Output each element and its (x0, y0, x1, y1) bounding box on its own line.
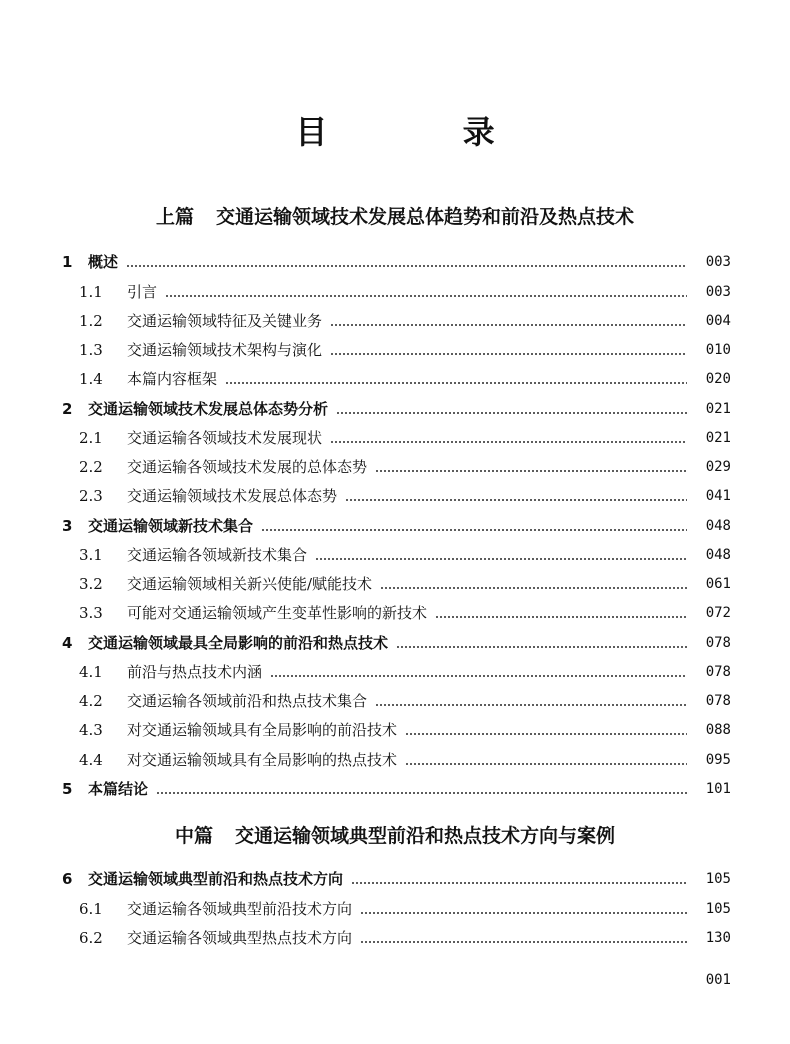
entry-title: 前沿与热点技术内涵 (127, 663, 263, 681)
entry-title: 交通运输各领域前沿和热点技术集合 (127, 692, 368, 710)
toc-section-entry[interactable] (0, 599, 790, 628)
entry-page: 004 (705, 313, 731, 329)
dot-leader (315, 558, 687, 560)
entry-title: 交通运输领域技术架构与演化 (127, 341, 323, 359)
toc-section-entry[interactable] (0, 895, 790, 924)
toc-section-entry[interactable] (0, 924, 790, 953)
entry-number: 6 (62, 870, 73, 888)
dot-leader (375, 470, 687, 472)
entry-number: 4.2 (79, 692, 103, 710)
toc-chapter-entry[interactable] (0, 395, 790, 424)
entry-number: 1.1 (79, 283, 103, 301)
entry-title: 交通运输领域典型前沿和热点技术方向 (88, 870, 344, 888)
entry-page: 021 (705, 430, 731, 446)
entry-title: 交通运输领域技术发展总体态势分析 (88, 400, 329, 418)
entry-page: 048 (705, 547, 731, 563)
dot-leader (126, 265, 687, 267)
entry-number: 4.3 (79, 721, 103, 739)
dot-leader (261, 529, 687, 531)
toc-section-entry[interactable] (0, 482, 790, 511)
toc-section-entry[interactable] (0, 278, 790, 307)
entry-title: 本篇内容框架 (127, 370, 218, 388)
dot-leader (330, 353, 687, 355)
part-title: 交通运输领域技术发展总体趋势和前沿及热点技术 (216, 206, 635, 228)
toc-chapter-entry[interactable] (0, 629, 790, 658)
entry-number: 6.2 (79, 929, 103, 947)
dot-leader (330, 441, 687, 443)
entry-title: 交通运输各领域典型前沿技术方向 (127, 900, 353, 918)
toc-section-entry[interactable] (0, 658, 790, 687)
entry-page: 061 (705, 576, 731, 592)
dot-leader (351, 882, 687, 884)
part-label: 中篇 (174, 825, 213, 847)
entry-page: 003 (705, 254, 731, 270)
toc-chapter-entry[interactable] (0, 775, 790, 804)
toc-chapter-entry[interactable] (0, 512, 790, 541)
entry-title: 交通运输领域新技术集合 (88, 517, 254, 535)
entry-number: 4 (62, 634, 73, 652)
entry-number: 3 (62, 517, 73, 535)
entry-page: 088 (705, 722, 731, 738)
entry-number: 1.3 (79, 341, 103, 359)
page-number: 001 (705, 972, 731, 988)
dot-leader (375, 704, 687, 706)
entry-title: 交通运输各领域新技术集合 (127, 546, 308, 564)
toc-section-entry[interactable] (0, 336, 790, 365)
toc-section-entry[interactable] (0, 365, 790, 394)
toc-section-entry[interactable] (0, 453, 790, 482)
entry-page: 041 (705, 488, 731, 504)
entry-number: 3.2 (79, 575, 103, 593)
entry-number: 1.2 (79, 312, 103, 330)
entry-number: 2.2 (79, 458, 103, 476)
dot-leader (360, 941, 687, 943)
entry-number: 4.4 (79, 751, 103, 769)
part-label: 上篇 (155, 206, 194, 228)
dot-leader (156, 792, 687, 794)
entry-page: 105 (705, 871, 731, 887)
entry-page: 003 (705, 284, 731, 300)
toc-section-entry[interactable] (0, 541, 790, 570)
entry-number: 1 (62, 253, 73, 271)
entry-number: 2.1 (79, 429, 103, 447)
entry-page: 021 (705, 401, 731, 417)
entry-title: 交通运输领域最具全局影响的前沿和热点技术 (88, 634, 389, 652)
entry-number: 4.1 (79, 663, 103, 681)
entry-title: 引言 (127, 283, 158, 301)
entry-page: 078 (705, 693, 731, 709)
entry-page: 101 (705, 781, 731, 797)
entry-page: 130 (705, 930, 731, 946)
entry-page: 095 (705, 752, 731, 768)
entry-title: 可能对交通运输领域产生变革性影响的新技术 (127, 604, 428, 622)
entry-page: 048 (705, 518, 731, 534)
entry-page: 078 (705, 664, 731, 680)
toc-section-entry[interactable] (0, 307, 790, 336)
entry-number: 3.3 (79, 604, 103, 622)
entry-number: 6.1 (79, 900, 103, 918)
page-title: 目 录 (295, 113, 557, 151)
toc-section-entry[interactable] (0, 424, 790, 453)
entry-title: 交通运输领域相关新兴使能/赋能技术 (127, 575, 373, 593)
entry-page: 072 (705, 605, 731, 621)
entry-title: 交通运输领域特征及关键业务 (127, 312, 323, 330)
dot-leader (435, 616, 687, 618)
entry-number: 2.3 (79, 487, 103, 505)
toc-section-entry[interactable] (0, 716, 790, 745)
part-heading-2 (0, 822, 790, 850)
dot-leader (270, 675, 687, 677)
toc-section-entry[interactable] (0, 570, 790, 599)
entry-title: 交通运输各领域技术发展的总体态势 (127, 458, 368, 476)
dot-leader (336, 412, 687, 414)
dot-leader (360, 912, 687, 914)
toc-chapter-entry[interactable] (0, 865, 790, 894)
entry-page: 020 (705, 371, 731, 387)
entry-title: 交通运输各领域典型热点技术方向 (127, 929, 353, 947)
entry-title: 对交通运输领域具有全局影响的前沿技术 (127, 721, 398, 739)
entry-title: 交通运输各领域技术发展现状 (127, 429, 323, 447)
dot-leader (405, 733, 687, 735)
part-title: 交通运输领域典型前沿和热点技术方向与案例 (235, 825, 616, 847)
entry-number: 5 (62, 780, 73, 798)
dot-leader (345, 499, 687, 501)
entry-title: 本篇结论 (88, 780, 149, 798)
entry-page: 029 (705, 459, 731, 475)
entry-title: 交通运输领域技术发展总体态势 (127, 487, 338, 505)
toc-section-entry[interactable] (0, 746, 790, 775)
part-heading-1 (0, 203, 790, 231)
dot-leader (380, 587, 687, 589)
dot-leader (165, 295, 687, 297)
dot-leader (225, 382, 687, 384)
toc-chapter-entry[interactable] (0, 248, 790, 277)
entry-number: 2 (62, 400, 73, 418)
dot-leader (330, 324, 687, 326)
entry-title: 对交通运输领域具有全局影响的热点技术 (127, 751, 398, 769)
dot-leader (396, 646, 687, 648)
entry-page: 010 (705, 342, 731, 358)
toc-section-entry[interactable] (0, 687, 790, 716)
entry-page: 078 (705, 635, 731, 651)
entry-page: 105 (705, 901, 731, 917)
entry-number: 3.1 (79, 546, 103, 564)
dot-leader (405, 763, 687, 765)
entry-number: 1.4 (79, 370, 103, 388)
entry-title: 概述 (88, 253, 119, 271)
